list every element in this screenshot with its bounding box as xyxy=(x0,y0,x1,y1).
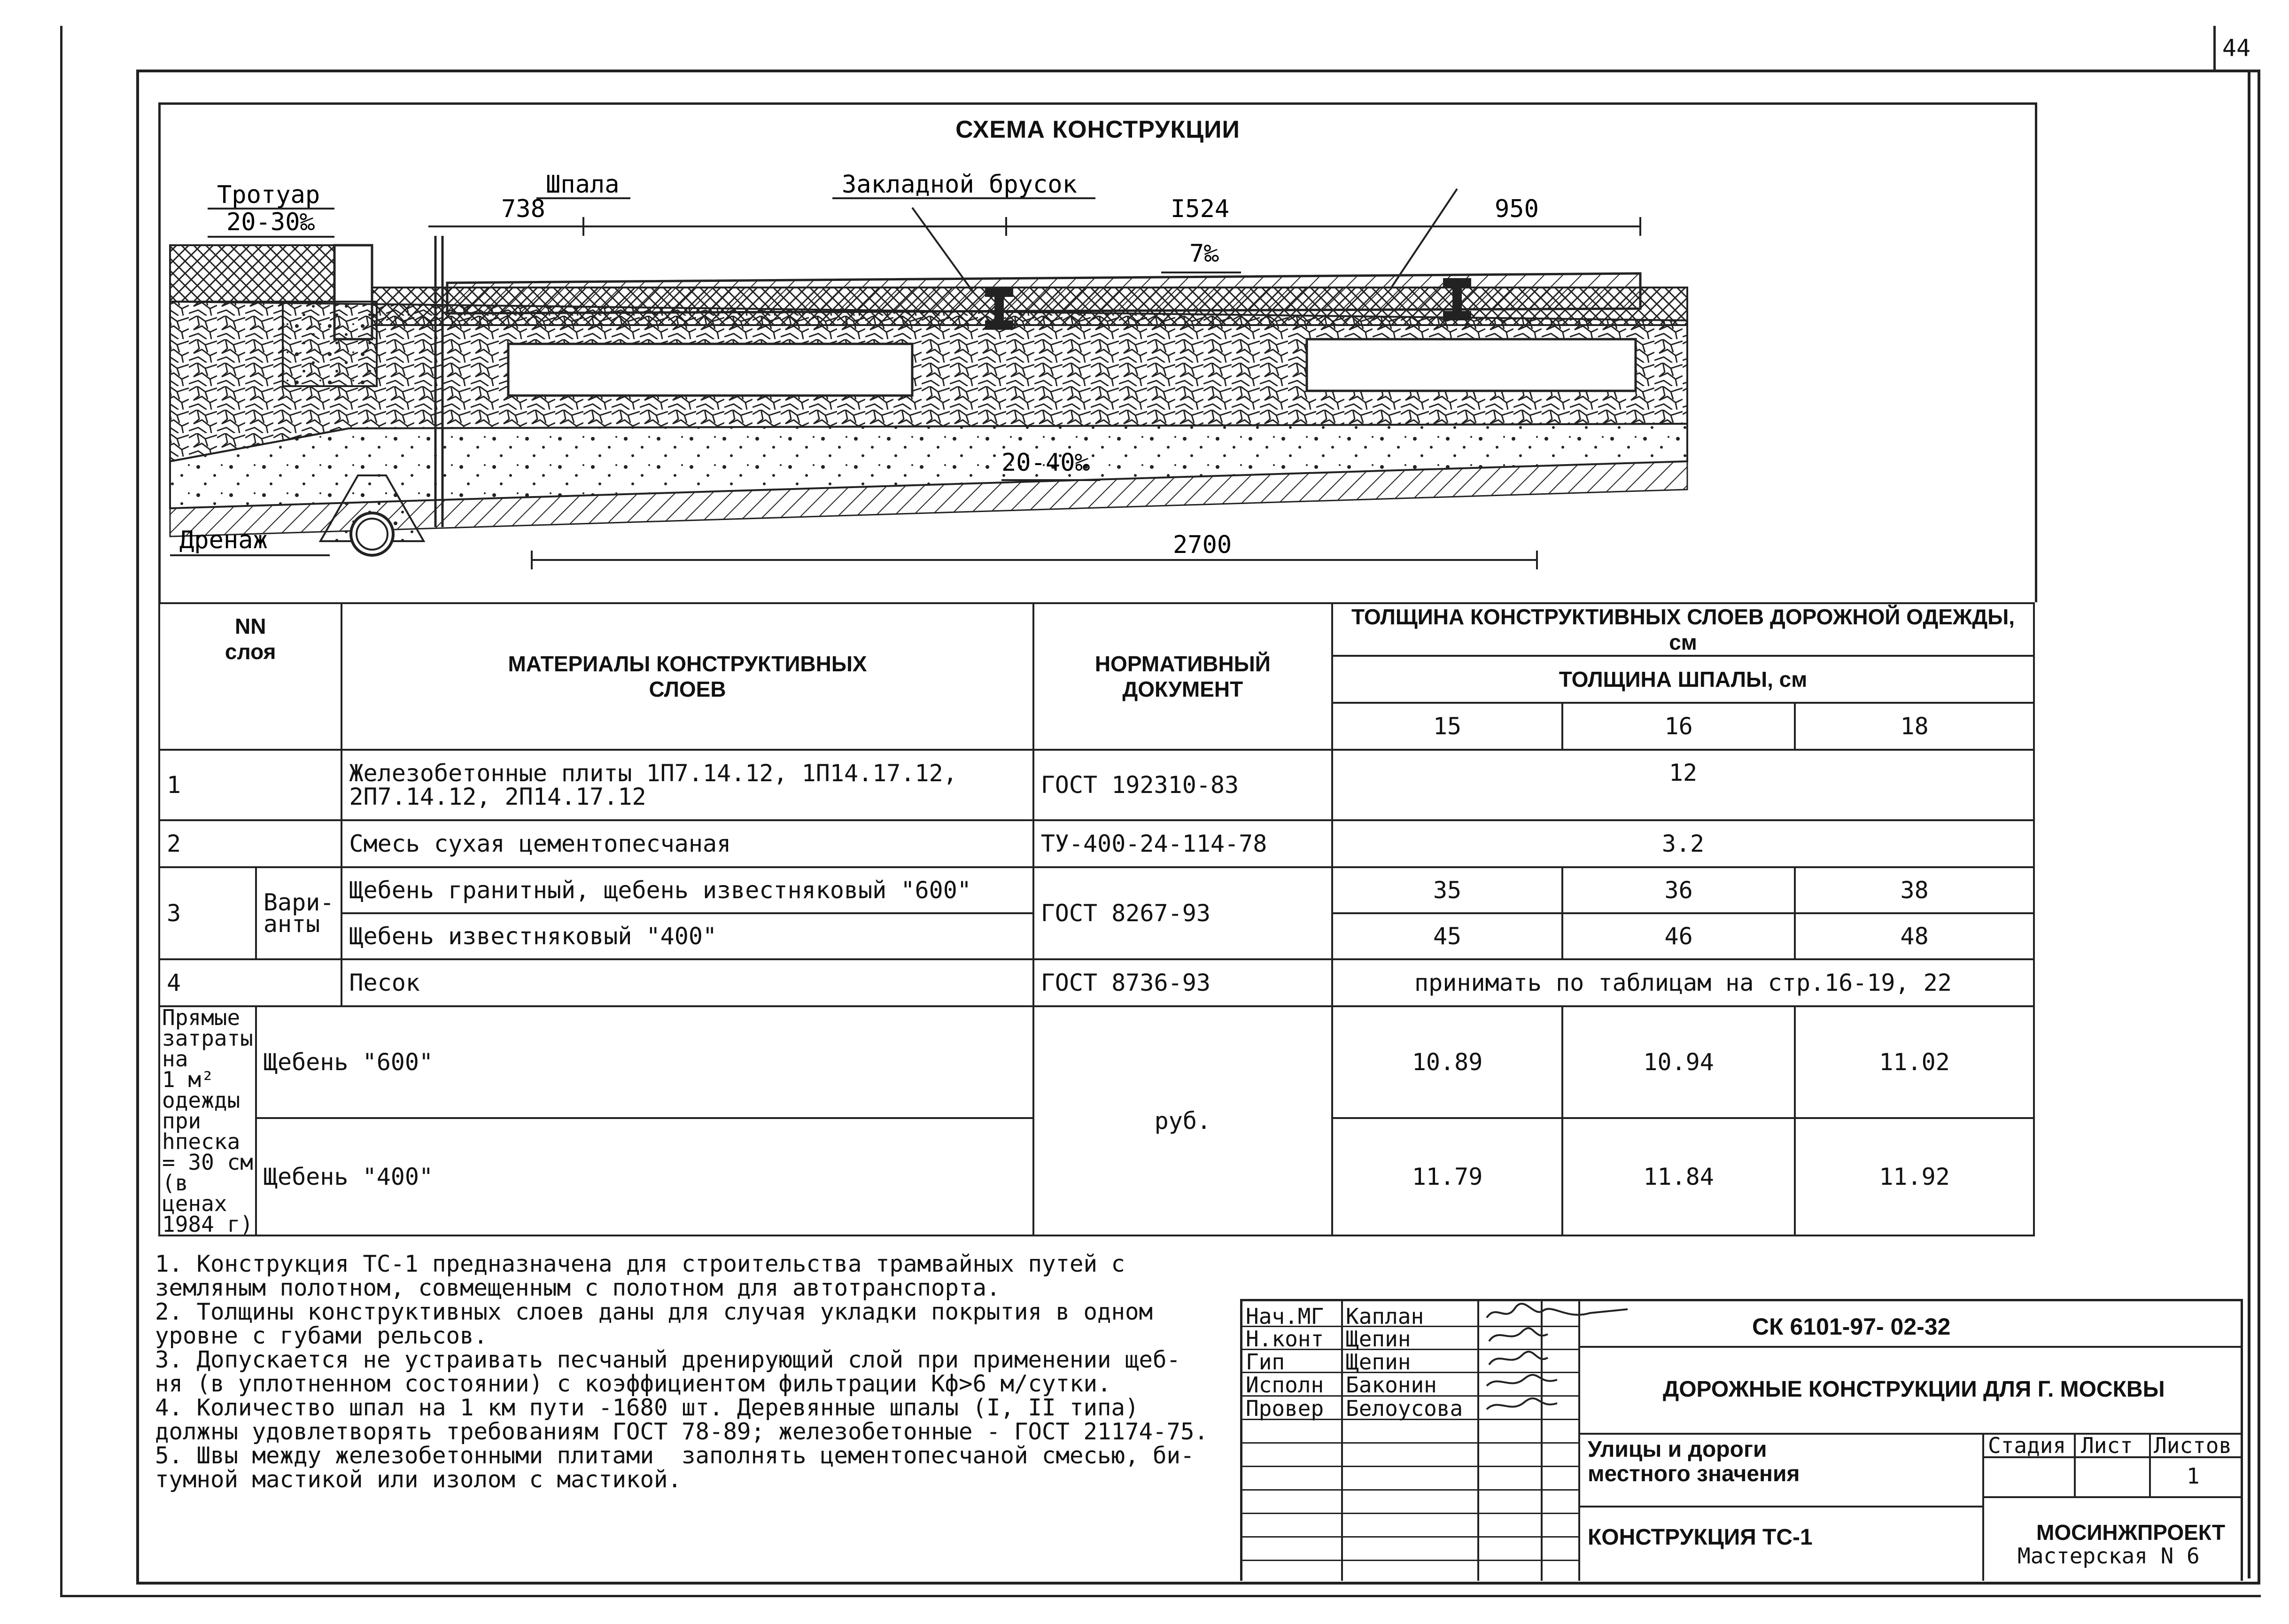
row1-material: Железобетонные плиты 1П7.14.12, 1П14.17.12, 2П7.14.12, 2П14.17.12 xyxy=(341,750,1033,820)
stamp-sheet: Лист xyxy=(2081,1433,2133,1458)
stamp-workshop: Мастерская N 6 xyxy=(2017,1543,2200,1569)
costs-unit: руб. xyxy=(1033,1006,1332,1235)
thickness-16: 16 xyxy=(1562,703,1795,750)
row2-doc: ТУ-400-24-114-78 xyxy=(1033,820,1332,867)
slope-base: 20-40‰ xyxy=(1001,449,1090,477)
stamp-sheets-count: 1 xyxy=(2187,1463,2200,1489)
header-sleeper-thickness: ТОЛЩИНА ШПАЛЫ, см xyxy=(1332,656,2034,703)
row3-b1: 45 xyxy=(1332,913,1562,959)
stamp-sheets: Листов xyxy=(2154,1433,2232,1458)
name-2: Щепин xyxy=(1346,1326,1411,1352)
row3-a3: 38 xyxy=(1795,867,2034,913)
row3-variants: Вари- анты xyxy=(256,867,342,959)
role-5: Провер xyxy=(1246,1396,1324,1421)
name-4: Баконин xyxy=(1346,1372,1437,1398)
cost-400-16: 11.84 xyxy=(1562,1118,1795,1235)
row3-doc: ГОСТ 8267-93 xyxy=(1033,867,1332,959)
cost-600-18: 11.02 xyxy=(1795,1006,2034,1118)
name-5: Белоусова xyxy=(1346,1396,1463,1421)
row1-value: 12 xyxy=(1332,750,2034,820)
dim-1524: I524 xyxy=(1171,195,1230,223)
stamp-org: МОСИНЖПРОЕКТ xyxy=(2036,1520,2226,1545)
row3-material-a: Щебень гранитный, щебень известняковый "600" xyxy=(341,867,1033,913)
note-5: 5. Швы между железобетонными плитами заполнять цементопесчаной смесью, би- тумной мастикой или изолом с мастикой. xyxy=(155,1442,1195,1493)
note-3: 3. Допускается не устраивать песчаный дренирующий слой при применении щеб- ня (в уплотненном состоянии) с коэффициентом фильтрации Кф>6 м/сутки. xyxy=(155,1346,1181,1397)
note-1: 1. Конструкция ТС-1 предназначена для строительства трамвайных путей с земляным полотном, совмещенным с полотном для автотранспорта. xyxy=(155,1251,1125,1301)
row2-value: 3.2 xyxy=(1332,820,2034,867)
costs-material-600: Щебень "600" xyxy=(256,1006,1033,1118)
stamp-subject: Улицы и дороги местного значения xyxy=(1588,1437,1800,1486)
name-1: Каплан xyxy=(1346,1304,1424,1329)
doc-code: СК 6101-97- 02-32 xyxy=(1752,1313,1951,1340)
row3-no: 3 xyxy=(159,867,256,959)
role-2: Н.конт xyxy=(1246,1326,1324,1352)
role-3: Гип xyxy=(1246,1349,1285,1375)
row4-value: принимать по таблицам на стр.16-19, 22 xyxy=(1332,959,2034,1006)
row3-a2: 36 xyxy=(1562,867,1795,913)
right-margin-line xyxy=(2248,70,2255,1578)
stamp-title: ДОРОЖНЫЕ КОНСТРУКЦИИ ДЛЯ Г. МОСКВЫ xyxy=(1663,1377,2165,1402)
thickness-15: 15 xyxy=(1332,703,1562,750)
scheme-title: СХЕМА КОНСТРУКЦИИ xyxy=(158,102,2037,155)
role-1: Нач.МГ xyxy=(1246,1304,1324,1329)
role-4: Исполн xyxy=(1246,1372,1324,1398)
cost-600-16: 10.94 xyxy=(1562,1006,1795,1118)
row2-no: 2 xyxy=(159,820,341,867)
sidewalk-label: Тротуар xyxy=(217,181,320,209)
construction-scheme xyxy=(158,151,2037,602)
row1-no: 1 xyxy=(159,750,341,820)
thickness-18: 18 xyxy=(1795,703,2034,750)
dim-2700: 2700 xyxy=(1173,531,1232,559)
drainage-label: Дренаж xyxy=(179,526,268,554)
layers-table xyxy=(158,602,2035,1236)
title-block xyxy=(1240,1299,2243,1581)
cost-600-15: 10.89 xyxy=(1332,1006,1562,1118)
row3-a1: 35 xyxy=(1332,867,1562,913)
row1-doc: ГОСТ 192310-83 xyxy=(1033,750,1332,820)
row3-b3: 48 xyxy=(1795,913,2034,959)
row3-material-b: Щебень известняковый "400" xyxy=(341,913,1033,959)
dim-738: 738 xyxy=(501,195,545,223)
notes xyxy=(155,1252,1249,1492)
costs-label: Прямые затраты на 1 м² одежды при hпеска = 30 см (в ценах 1984 г) xyxy=(159,1006,256,1235)
note-4: 4. Количество шпал на 1 км пути -1680 шт. Деревянные шпалы (I, II типа) должны удовлетворять требованиям ГОСТ 78-89; железобетонные - ГОСТ 21174-75. xyxy=(155,1394,1209,1445)
row4-no: 4 xyxy=(159,959,341,1006)
name-3: Щепин xyxy=(1346,1349,1411,1375)
sidewalk-slope-label: 20-30‰ xyxy=(226,208,315,236)
embedded-bar-label: Закладной брусок xyxy=(842,171,1077,199)
dim-950: 950 xyxy=(1495,195,1539,223)
stamp-stage: Стадия xyxy=(1988,1433,2066,1458)
row2-material: Смесь сухая цементопесчаная xyxy=(341,820,1033,867)
sheet-number: 44 xyxy=(2213,26,2257,72)
header-layer-no: NN слоя xyxy=(159,603,341,750)
sleeper-label: Шпала xyxy=(546,171,620,199)
costs-material-400: Щебень "400" xyxy=(256,1118,1033,1235)
header-norm-doc: НОРМАТИВНЫЙ ДОКУМЕНТ xyxy=(1033,603,1332,750)
cost-400-15: 11.79 xyxy=(1332,1118,1562,1235)
signatures xyxy=(1477,1299,1632,1421)
note-2: 2. Толщины конструктивных слоев даны для случая укладки покрытия в одном уровне с губами рельсов. xyxy=(155,1298,1153,1349)
cost-400-18: 11.92 xyxy=(1795,1118,2034,1235)
cross-section-drawing xyxy=(161,151,2035,602)
row4-doc: ГОСТ 8736-93 xyxy=(1033,959,1332,1006)
row3-b2: 46 xyxy=(1562,913,1795,959)
header-materials: МАТЕРИАЛЫ КОНСТРУКТИВНЫХ СЛОЕВ xyxy=(341,603,1033,750)
header-thickness: ТОЛЩИНА КОНСТРУКТИВНЫХ СЛОЕВ ДОРОЖНОЙ ОДЕЖДЫ, см xyxy=(1332,603,2034,656)
stamp-construction: КОНСТРУКЦИЯ ТС-1 xyxy=(1588,1525,1813,1550)
row4-material: Песок xyxy=(341,959,1033,1006)
slope-top: 7‰ xyxy=(1189,240,1219,268)
